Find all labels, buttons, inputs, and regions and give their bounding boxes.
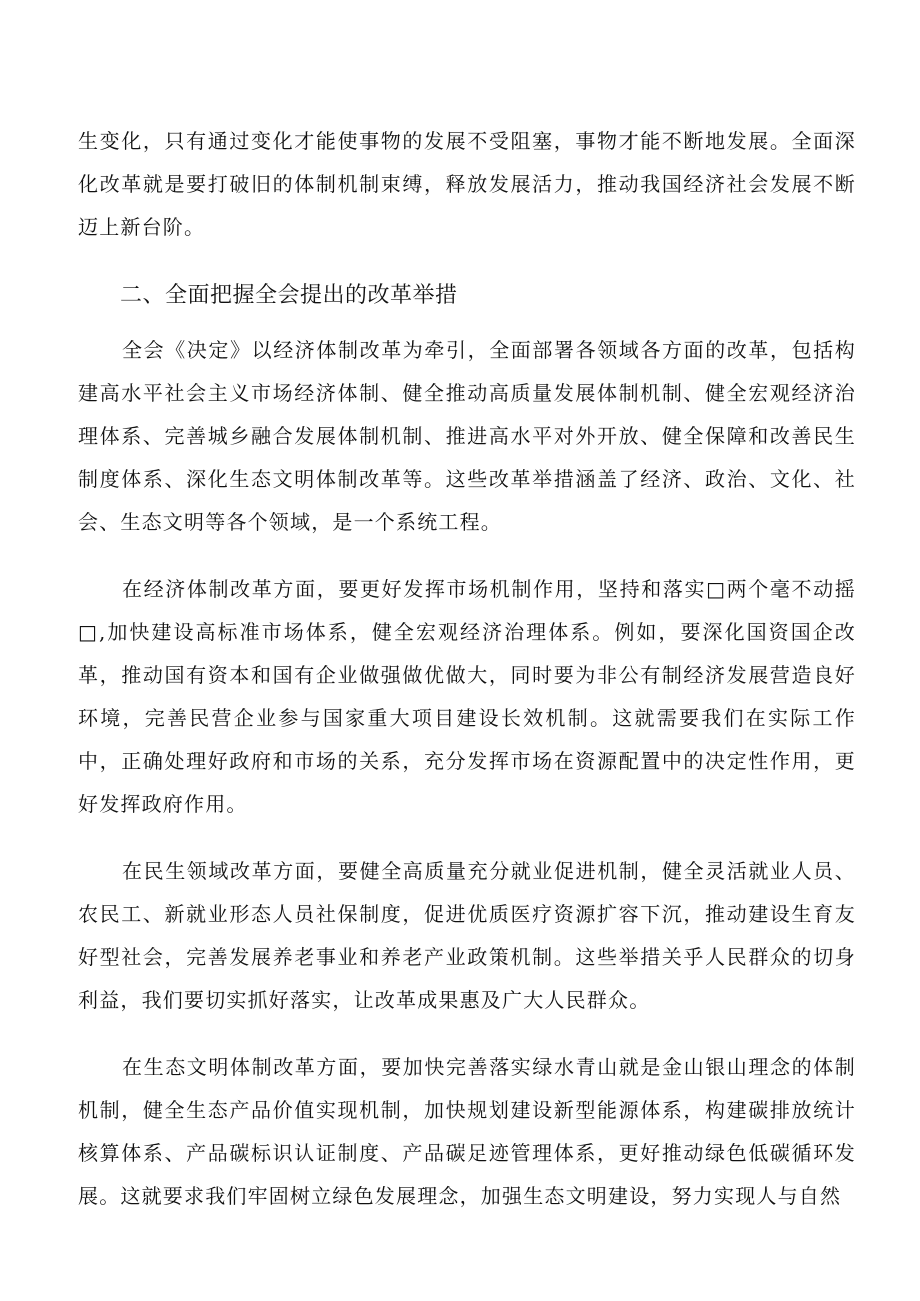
paragraph-continuation: 生变化，只有通过变化才能使事物的发展不受阻塞，事物才能不断地发展。全面深化改革就是要打破旧的体制机制束缚，释放发展活力，推动我国经济社会发展不断迈上新台阶。 bbox=[78, 129, 856, 239]
paragraph-ecological-reform: 在生态文明体制改革方面，要加快完善落实绿水青山就是金山银山理念的体制机制，健全生态产品价值实现机制，加快规划建设新型能源体系，构建碳排放统计核算体系、产品碳标识认证制度、产品碳足迹管理体系，更好推动绿色低碳循环发展。这就要求我们牢固树立绿色发展理念，加强生态文明建设，努力实现人与自然 bbox=[78, 1055, 856, 1208]
paragraph-decision-overview: 全会《决定》以经济体制改革为牵引，全面部署各领域各方面的改革，包括构建高水平社会主义市场经济体制、健全推动高质量发展体制机制、健全宏观经济治理体系、完善城乡融合发展体制机制、推进高水平对外开放、健全保障和改善民生制度体系、深化生态文明体制改革等。这些改革举措涵盖了经济、政治、文化、社会、生态文明等各个领域，是一个系统工程。 bbox=[78, 338, 856, 534]
paragraph-economic-reform: 在经济体制改革方面，要更好发挥市场机制作用，坚持和落实□两个毫不动摇□,加快建设高标准市场体系，健全宏观经济治理体系。例如，要深化国资国企改革，推动国有资本和国有企业做强做优做大，同时要为非公有制经济发展营造良好环境，完善民营企业参与国家重大项目建设长效机制。这就需要我们在实际工作中，正确处理好政府和市场的关系，充分发挥市场在资源配置中的决定性作用，更好发挥政府作用。 bbox=[78, 577, 856, 816]
section-heading: 二、全面把握全会提出的改革举措 bbox=[120, 283, 458, 308]
paragraph-livelihood-reform: 在民生领域改革方面，要健全高质量充分就业促进机制，健全灵活就业人员、农民工、新就业形态人员社保制度，促进优质医疗资源扩容下沉，推动建设生育友好型社会，完善发展养老事业和养老产业政策机制。这些举措关乎人民群众的切身利益，我们要切实抓好落实，让改革成果惠及广大人民群众。 bbox=[78, 859, 856, 1012]
document-body bbox=[78, 120, 856, 1218]
